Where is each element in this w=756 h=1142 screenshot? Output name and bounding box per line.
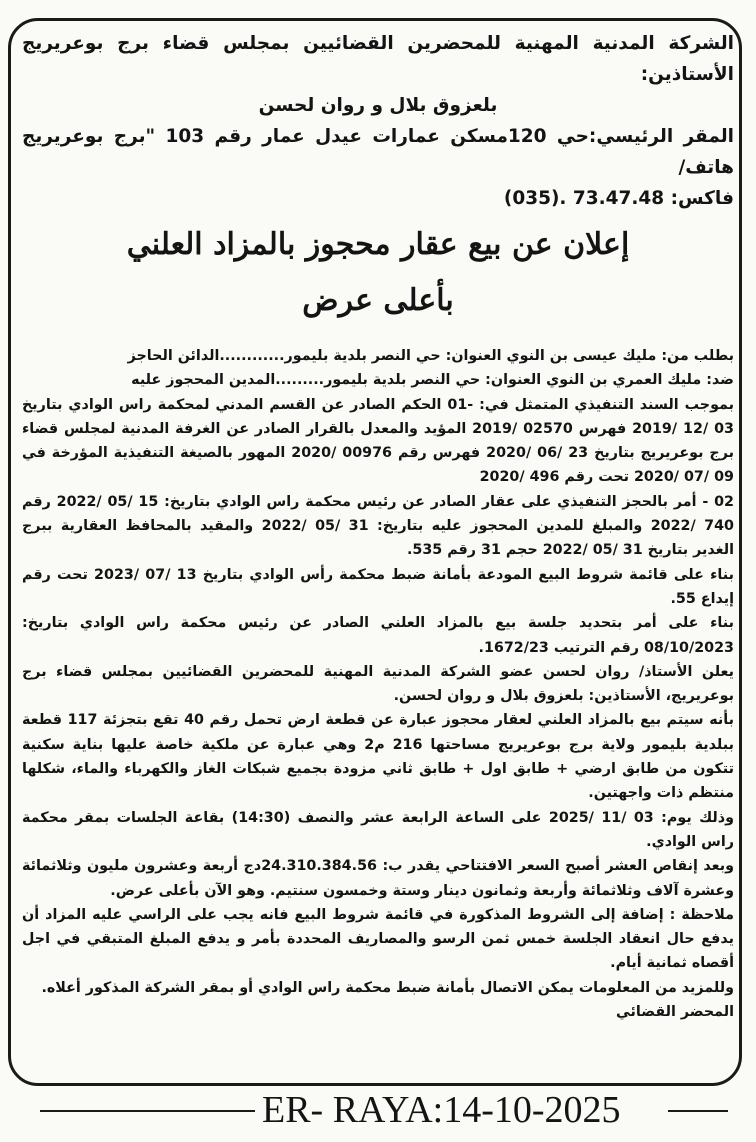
legal-notice [22,28,734,1024]
footer-rule-left [40,1110,255,1112]
body-paragraph: بأنه سيتم بيع بالمزاد العلني لعقار محجوز عبارة عن قطعة ارض تحمل رقم 40 تقع بتجزئة 117 قطعة ببلدية بليمور ولاية برج بوعريريج مساحتها 216 م2 وهي عبارة عن ملكية خاصة عليها بناية سكنية تتكون من طابق ارضي + طابق اول + طابق ثاني مزودة بجميع شبكات الغاز والكهرباء والماء، شكلها منتظم ذات واجهتين. [22,712,734,802]
notice-subtitle: بأعلى عرض [302,283,454,318]
body-paragraph: وللمزيد من المعلومات يمكن الاتصال بأمانة ضبط محكمة راس الوادي أو بمقر الشركة المذكور أعلاه. [41,979,734,996]
phone-fax: فاكس: 73.47.48 .(035) [503,188,734,209]
body-paragraph: يعلن الأستاذ/ روان لحسن عضو الشركة المدنية المهنية للمحضرين القضائيين بمجلس قضاء برج بوعريريج، الأستاذين: بلعزوق بلال و روان لحسن. [22,663,734,705]
footer-rule-right [668,1110,728,1112]
body-paragraph: ضد: مليك العمري بن النوي العنوان: حي النصر بلدية بليمور.........المدين المحجوز عليه [131,372,734,389]
body-paragraph: 02 - أمر بالحجز التنفيذي على عقار الصادر عن رئيس محكمة راس الوادي بتاريخ: 15 /05 /2022 رقم 740 /2022 والمبلغ للمدين المحجوز عليه بتاريخ: 31 /05 /2022 والمقيد بالمحافظ العقارية ببرج الغدير بتاريخ 31 /05 /2022 حجم 31 رقم 535. [22,493,734,559]
bailiff-names: بلعزوق بلال و روان لحسن [258,95,498,116]
notice-body [22,344,734,1000]
signature: المحضر القضائي [616,1004,734,1021]
publication-footer [0,1090,756,1130]
headquarters-address: المقر الرئيسي:حي 120مسكن عمارات عيدل عمار رقم 103 "برج بوعريريج هاتف/ [22,126,735,178]
body-paragraph: وبعد إنقاص العشر أصبح السعر الافتتاحي يقدر ب: 24.310.384.56دج أربعة وعشرون مليون وثلاثمائة وعشرة آلاف وثلاثمائة وأربعة وثمانون دينار وستة وخمسون سنتيم. وهو الآن بأعلى عرض. [22,858,734,899]
body-paragraph: بناء على قائمة شروط البيع المودعة بأمانة ضبط محكمة رأس الوادي بتاريخ 13 /07 /2023 تحت رقم إيداع 55. [22,566,734,607]
body-paragraph: بناء على أمر بتحديد جلسة بيع بالمزاد العلني الصادر عن رئيس محكمة راس الوادي بتاريخ: 08/10/2023 رقم الترتيب 1672/23. [22,615,734,656]
body-paragraph: ملاحظة : إضافة إلى الشروط المذكورة في قائمة شروط البيع فانه يجب على الراسي عليه المزاد أن يدفع حال انعقاد الجلسة خمس ثمن الرسو والمصاريف المحددة بأمر و يدفع المبلغ المتبقي في اجل أقصاه ثمانية أيام. [22,906,734,972]
company-name: الشركة المدنية المهنية للمحضرين القضائيين بمجلس قضاء برج بوعريريج الأستاذين: [22,33,734,85]
publication-date: ER- RAYA:14-10-2025 [262,1089,621,1131]
body-paragraph: بموجب السند التنفيذي المتمثل في: -01 الحكم الصادر عن القسم المدني لمحكمة راس الوادي بتاريخ 03 /12 /2019 فهرس 02570 /2019 المؤيد والمعدل بالقرار الصادر عن الغرفة المدنية لمجلس قضاء برج بوعريريج بتاريخ 23 /06 /2020 فهرس رقم 00976 /2020 المهور بالصيغة التنفيذية المؤرخة في 09 /07 /2020 تحت رقم 496 /2020 [22,396,734,486]
body-paragraph: وذلك يوم: 03 /11 /2025 على الساعة الرابعة عشر والنصف (14:30) بقاعة الجلسات بمقر محكمة راس الوادي. [22,809,735,850]
notice-title: إعلان عن بيع عقار محجوز بالمزاد العلني [126,227,630,262]
body-paragraph: بطلب من: مليك عيسى بن النوي العنوان: حي النصر بلدية بليمور............الدائن الحاجز [127,348,734,364]
